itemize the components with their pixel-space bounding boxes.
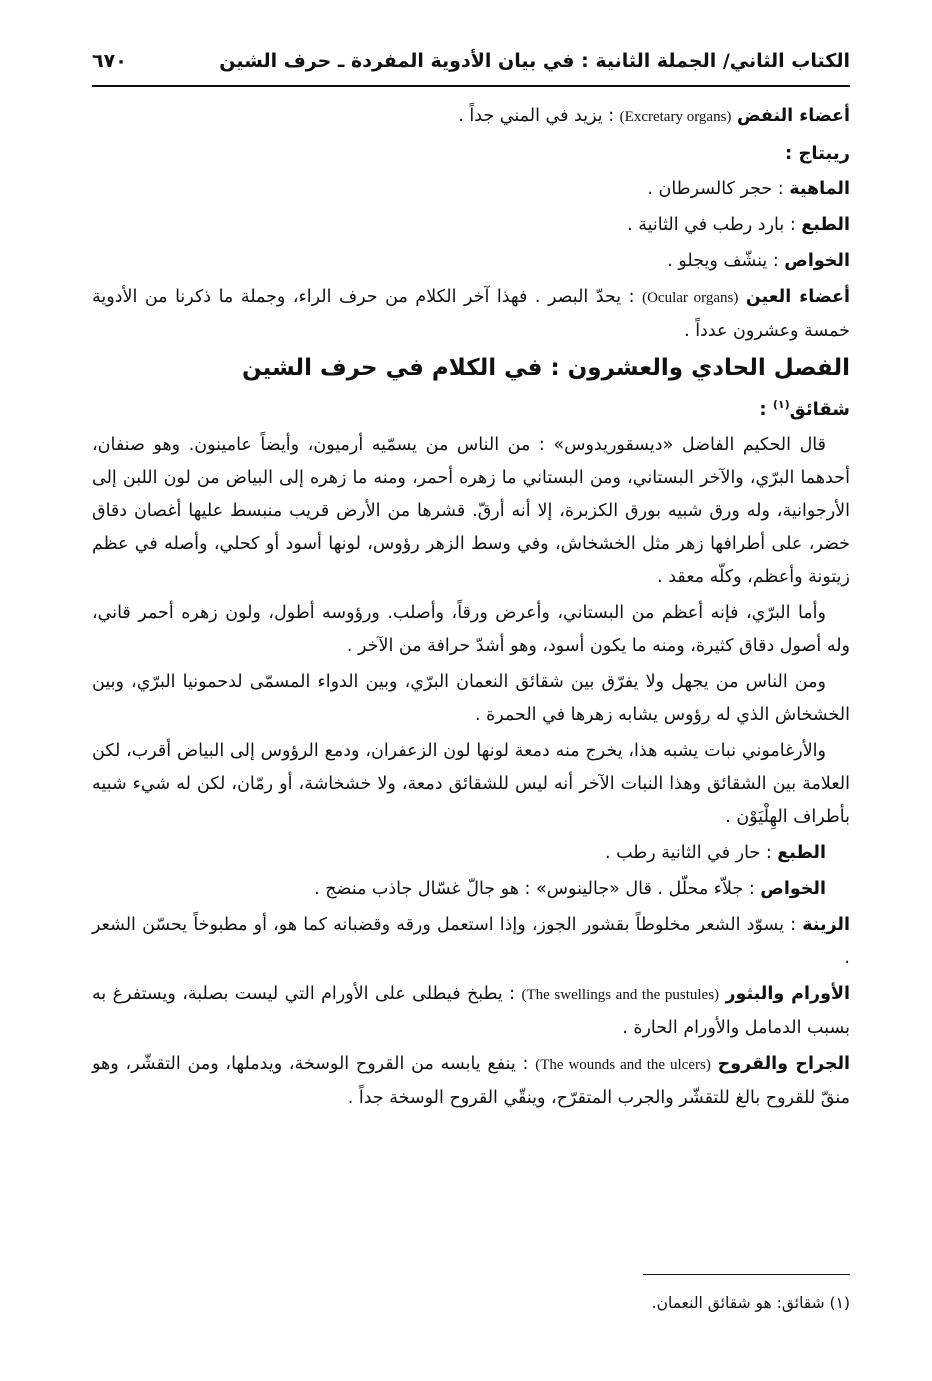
english-gloss: (Ocular organs)	[642, 290, 739, 306]
swellings-paragraph	[92, 978, 850, 1045]
body-paragraph: وأما البرّي، فإنه أعظم من البستاني، وأعرض ورقاً، وأصلب. ورؤوسه أطول، ولون زهره أحمر قاني، وله أصول دقاق كثيرة، ومنه ما يكون أسود، وهو أشدّ حرافة من الآخر .	[92, 603, 850, 656]
english-gloss: (Excretary organs)	[619, 109, 732, 125]
excretory-organs-line	[92, 100, 850, 134]
term-label: الخواص	[784, 251, 850, 271]
ocular-organs-paragraph	[92, 281, 850, 348]
term-text: : يزيد في المني جداً .	[458, 106, 620, 126]
term-text: : جلاّء محلّل . قال «جالينوس» : هو جالّ غسّال جاذب منضج .	[314, 879, 761, 899]
entry-heading-shaqaiq	[92, 388, 850, 426]
term-label: الماهية	[789, 179, 850, 199]
term-label: الأورام والبثور	[725, 984, 850, 1004]
tab-line	[92, 837, 850, 870]
term-label: الزينة	[802, 915, 850, 935]
term-label: أعضاء العين	[745, 287, 850, 307]
footnote-rule	[643, 1274, 850, 1275]
running-title: الكتاب الثاني/ الجملة الثانية : في بيان الأدوية المفردة ـ حرف الشين	[219, 50, 850, 72]
wounds-paragraph	[92, 1048, 850, 1115]
footnote	[92, 1288, 850, 1318]
tab-line	[92, 209, 850, 242]
entry-colon: :	[759, 399, 773, 420]
english-gloss: (The swellings and the pustules)	[521, 987, 720, 1003]
body-paragraph: قال الحكيم الفاضل «ديسقوريدوس» : من الناس من يسمّيه أرميون، وأيضاً عامينون. وهو صنفان، أحدهما البرّي، والآخر البستاني، ومن البستاني ما زهره أحمر، ومنه ما زهره إلى البياض من لون اللبن إلى الأرجوانية، وله ورق شبيه بورق الكزبرة، إلا أنه أرقّ. قشرها من الأرض قريب منبسط عليها أغصان دقاق خضر، على أطرافها زهر مثل الخشخاش، وفي وسط الزهر رؤوس، لونها أسود أو كحلي، وأصله في عظم زيتونة وأعظم، وكلّه معقد .	[92, 435, 850, 587]
term-text: : يسوّد الشعر مخلوطاً بقشور الجوز، وإذا استعمل ورقه وقضبانه كما هو، أو مطبوخاً يحسّن الشعر .	[92, 915, 850, 968]
page-header	[92, 38, 850, 84]
term-text: : يطبخ فيطلى على الأورام التي ليست بصلبة، ويستفرغ به بسبب الدمامل والأورام الحارة .	[92, 984, 850, 1038]
chapter-title: الفصل الحادي والعشرون : في الكلام في حرف الشين	[241, 355, 850, 381]
entry-heading-ribtaj: ريبتاج :	[784, 143, 850, 164]
body-paragraph: ومن الناس من يجهل ولا يفرّق بين شقائق النعمان البرّي، وبين الدواء المسمّى لدحمونيا البرّي، وبين الخشخاش الذي له رؤوس يشابه زهرها في الحمرة .	[92, 672, 850, 725]
term-text: : يحدّ البصر . فهذا آخر الكلام من حرف الراء، وجملة ما ذكرنا من الأدوية خمسة وعشرون عدداً .	[92, 287, 850, 341]
term-text: : ينشّف ويجلو .	[667, 251, 785, 271]
term-label: الطبع	[777, 843, 826, 863]
footnote-text: شقائق: هو شقائق النعمان.	[651, 1294, 830, 1312]
page-number: ٦٧٠	[92, 50, 127, 72]
footnote-marker: (١)	[772, 398, 790, 411]
page-body	[92, 100, 850, 1118]
khawas-line	[92, 873, 850, 906]
term-text: : حجر كالسرطان .	[647, 179, 790, 199]
zina-paragraph	[92, 909, 850, 975]
mahiya-line	[92, 173, 850, 206]
body-paragraph: والأرغاموني نبات يشبه هذا، يخرج منه دمعة لونها لون الزعفران، ودمع الرؤوس إلى البياض أقرب، لكن العلامة بين الشقائق وهذا النبات الآخر أنه ليس للشقائق دمعة، ولا خشخاشة، أو رمّان، لكن له شيء شبيه بأطراف الهِلْيَوْن .	[92, 741, 850, 827]
footnote-number: (١)	[829, 1294, 850, 1312]
term-label: الجراح والقروح	[717, 1054, 851, 1074]
term-text: : حار في الثانية رطب .	[604, 843, 778, 863]
english-gloss: (The wounds and the ulcers)	[535, 1057, 711, 1073]
term-label: الخواص	[760, 879, 826, 899]
term-label: أعضاء النفض	[737, 106, 850, 126]
term-label: الطبع	[801, 215, 850, 235]
entry-name: شقائق	[789, 399, 850, 420]
term-text: : ينفع يابسه من القروح الوسخة، ويدملها، ومن التقشّر، وهو منقّ للقروح بالغ للتقشّر والجرب المتقرّح، وينقّي القروح الوسخة جداً .	[92, 1054, 850, 1108]
term-text: : بارد رطب في الثانية .	[627, 215, 802, 235]
header-rule	[92, 85, 850, 87]
khawas-line	[92, 245, 850, 278]
